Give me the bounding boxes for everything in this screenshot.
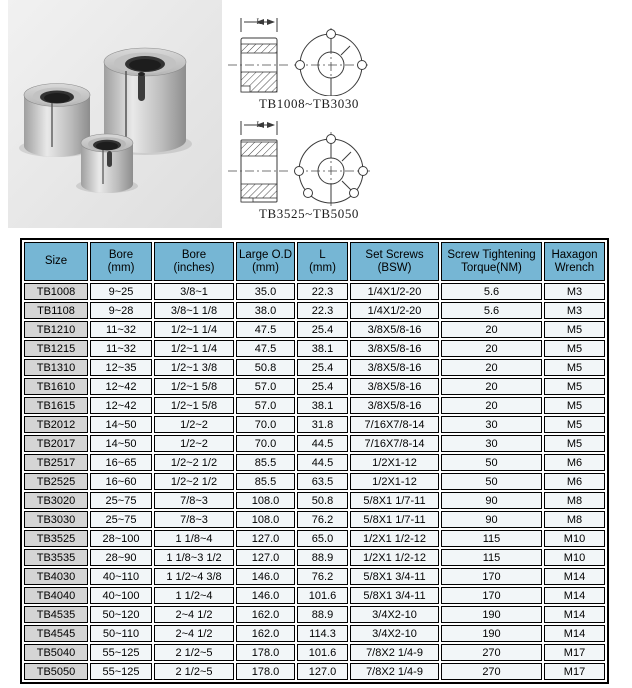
table-cell: 50.8 — [297, 492, 348, 509]
table-cell: 25~75 — [90, 511, 152, 528]
table-cell: 2 1/2~5 — [154, 644, 234, 661]
product-photo — [8, 0, 222, 228]
table-row — [24, 625, 605, 642]
table-cell: M14 — [544, 568, 605, 585]
size-cell: TB4535 — [24, 606, 88, 623]
table-cell: 1/2~1 5/8 — [154, 378, 234, 395]
table-cell: 50~110 — [90, 625, 152, 642]
table-cell: 178.0 — [236, 644, 295, 661]
table-cell: 55~125 — [90, 644, 152, 661]
technical-drawings — [224, 12, 414, 224]
column-header: Screw Tightening Torque(NM) — [441, 242, 542, 281]
table-cell: 25~75 — [90, 492, 152, 509]
table-cell: 90 — [441, 511, 542, 528]
table-row — [24, 302, 605, 319]
table-cell: 115 — [441, 549, 542, 566]
table-cell: 14~50 — [90, 416, 152, 433]
table-cell: 127.0 — [236, 549, 295, 566]
table-cell: 1/2~2 — [154, 435, 234, 452]
table-row — [24, 378, 605, 395]
table-cell: 22.3 — [297, 302, 348, 319]
size-cell: TB3535 — [24, 549, 88, 566]
table-cell: 76.2 — [297, 568, 348, 585]
dimension-label: L — [256, 17, 262, 26]
table-cell: 88.9 — [297, 606, 348, 623]
table-cell: 146.0 — [236, 587, 295, 604]
size-cell: TB4030 — [24, 568, 88, 585]
table-cell: 20 — [441, 321, 542, 338]
table-cell: 40~110 — [90, 568, 152, 585]
table-cell: 28~90 — [90, 549, 152, 566]
column-header: Large O.D (mm) — [236, 242, 295, 281]
table-cell: 1/2~2 — [154, 416, 234, 433]
table-cell: 1/2~2 1/2 — [154, 473, 234, 490]
table-row — [24, 473, 605, 490]
table-cell: 1/4X1/2-20 — [350, 302, 439, 319]
table-cell: 1/2~2 1/2 — [154, 454, 234, 471]
table-cell: 108.0 — [236, 492, 295, 509]
table-cell: 3/8X5/8-16 — [350, 321, 439, 338]
table-cell: 20 — [441, 340, 542, 357]
table-cell: 101.6 — [297, 587, 348, 604]
size-cell: TB1215 — [24, 340, 88, 357]
size-cell: TB3030 — [24, 511, 88, 528]
table-cell: 38.1 — [297, 397, 348, 414]
table-row — [24, 663, 605, 680]
table-cell: 1 1/8~4 — [154, 530, 234, 547]
table-cell: 11~32 — [90, 340, 152, 357]
size-cell: TB2525 — [24, 473, 88, 490]
table-cell: 270 — [441, 663, 542, 680]
table-row — [24, 492, 605, 509]
table-cell: 47.5 — [236, 321, 295, 338]
table-cell: M5 — [544, 416, 605, 433]
table-cell: 2~4 1/2 — [154, 606, 234, 623]
table-cell: 1/2X1 1/2-12 — [350, 549, 439, 566]
table-cell: M5 — [544, 321, 605, 338]
table-row — [24, 530, 605, 547]
table-row — [24, 416, 605, 433]
table-cell: 190 — [441, 606, 542, 623]
table-row — [24, 549, 605, 566]
column-header: Set Screws (BSW) — [350, 242, 439, 281]
table-cell: 270 — [441, 644, 542, 661]
table-cell: 101.6 — [297, 644, 348, 661]
table-cell: M5 — [544, 378, 605, 395]
table-cell: 16~60 — [90, 473, 152, 490]
table-cell: 1/2~1 1/4 — [154, 321, 234, 338]
table-row — [24, 587, 605, 604]
table-cell: 50 — [441, 473, 542, 490]
table-cell: 25.4 — [297, 359, 348, 376]
table-cell: 3/8~1 1/8 — [154, 302, 234, 319]
table-cell: 3/8~1 — [154, 283, 234, 300]
table-cell: 7/8~3 — [154, 492, 234, 509]
table-row — [24, 606, 605, 623]
column-header: Bore (mm) — [90, 242, 152, 281]
table-cell: M3 — [544, 283, 605, 300]
size-cell: TB3020 — [24, 492, 88, 509]
size-cell: TB2012 — [24, 416, 88, 433]
table-row — [24, 644, 605, 661]
table-cell: 1/2X1-12 — [350, 454, 439, 471]
drawing-range-label: TB3525~TB5050 — [258, 206, 360, 221]
taper-bush-photo-image — [8, 0, 222, 228]
table-cell: 115 — [441, 530, 542, 547]
table-cell: 47.5 — [236, 340, 295, 357]
table-cell: 170 — [441, 568, 542, 585]
table-cell: 1 1/2~4 3/8 — [154, 568, 234, 585]
table-cell: M5 — [544, 435, 605, 452]
table-cell: 9~25 — [90, 283, 152, 300]
table-cell: 14~50 — [90, 435, 152, 452]
table-cell: 108.0 — [236, 511, 295, 528]
table-cell: 85.5 — [236, 473, 295, 490]
table-row — [24, 511, 605, 528]
table-cell: 162.0 — [236, 606, 295, 623]
table-cell: 25.4 — [297, 321, 348, 338]
table-cell: 22.3 — [297, 283, 348, 300]
table-cell: 76.2 — [297, 511, 348, 528]
table-row — [24, 568, 605, 585]
size-cell: TB2517 — [24, 454, 88, 471]
table-cell: 2~4 1/2 — [154, 625, 234, 642]
table-cell: 3/4X2-10 — [350, 606, 439, 623]
column-header: Bore (inches) — [154, 242, 234, 281]
size-cell: TB1008 — [24, 283, 88, 300]
spec-table-body — [24, 283, 605, 680]
table-cell: M14 — [544, 587, 605, 604]
table-row — [24, 454, 605, 471]
table-row — [24, 321, 605, 338]
table-cell: 5/8X1 1/7-11 — [350, 511, 439, 528]
table-cell: 63.5 — [297, 473, 348, 490]
table-cell: 5/8X1 1/7-11 — [350, 492, 439, 509]
table-cell: 127.0 — [236, 530, 295, 547]
table-cell: 30 — [441, 435, 542, 452]
table-cell: M6 — [544, 473, 605, 490]
table-cell: 11~32 — [90, 321, 152, 338]
table-cell: 7/8X2 1/4-9 — [350, 644, 439, 661]
table-cell: 57.0 — [236, 397, 295, 414]
table-cell: 20 — [441, 359, 542, 376]
table-cell: 35.0 — [236, 283, 295, 300]
table-cell: 20 — [441, 378, 542, 395]
table-cell: M8 — [544, 511, 605, 528]
table-cell: 9~28 — [90, 302, 152, 319]
table-cell: 3/8X5/8-16 — [350, 359, 439, 376]
table-cell: 50 — [441, 454, 542, 471]
table-cell: M14 — [544, 625, 605, 642]
table-cell: 12~42 — [90, 378, 152, 395]
drawing-tb1008-tb3030 — [224, 12, 404, 96]
table-cell: M14 — [544, 606, 605, 623]
table-cell: M5 — [544, 397, 605, 414]
drawing-range-label: TB1008~TB3030 — [258, 96, 360, 111]
table-cell: 114.3 — [297, 625, 348, 642]
table-cell: 190 — [441, 625, 542, 642]
table-cell: 30 — [441, 416, 542, 433]
table-cell: M17 — [544, 644, 605, 661]
table-cell: 127.0 — [297, 663, 348, 680]
table-cell: 3/4X2-10 — [350, 625, 439, 642]
table-cell: 85.5 — [236, 454, 295, 471]
table-cell: 55~125 — [90, 663, 152, 680]
table-cell: 44.5 — [297, 435, 348, 452]
table-cell: M5 — [544, 340, 605, 357]
table-cell: 146.0 — [236, 568, 295, 585]
table-cell: 5/8X1 3/4-11 — [350, 587, 439, 604]
table-cell: 90 — [441, 492, 542, 509]
table-cell: 31.8 — [297, 416, 348, 433]
size-cell: TB1210 — [24, 321, 88, 338]
table-cell: 28~100 — [90, 530, 152, 547]
table-cell: 12~35 — [90, 359, 152, 376]
dimension-label: L — [256, 120, 262, 129]
table-cell: 3/8X5/8-16 — [350, 397, 439, 414]
table-cell: 44.5 — [297, 454, 348, 471]
table-cell: 1/2X1 1/2-12 — [350, 530, 439, 547]
table-cell: 7/16X7/8-14 — [350, 416, 439, 433]
table-cell: 5.6 — [441, 283, 542, 300]
size-cell: TB1310 — [24, 359, 88, 376]
size-cell: TB5040 — [24, 644, 88, 661]
column-header: Size — [24, 242, 88, 281]
table-cell: 1/2X1-12 — [350, 473, 439, 490]
table-cell: 7/16X7/8-14 — [350, 435, 439, 452]
table-row — [24, 359, 605, 376]
table-cell: M17 — [544, 663, 605, 680]
size-cell: TB4545 — [24, 625, 88, 642]
table-cell: 12~42 — [90, 397, 152, 414]
table-cell: 5/8X1 3/4-11 — [350, 568, 439, 585]
table-cell: 3/8X5/8-16 — [350, 340, 439, 357]
table-cell: 65.0 — [297, 530, 348, 547]
size-cell: TB1108 — [24, 302, 88, 319]
table-cell: 20 — [441, 397, 542, 414]
table-cell: 7/8~3 — [154, 511, 234, 528]
drawing-tb3525-tb5050 — [224, 116, 404, 206]
table-cell: 16~65 — [90, 454, 152, 471]
column-header: Haxagon Wrench — [544, 242, 605, 281]
table-cell: M10 — [544, 549, 605, 566]
table-cell: 38.0 — [236, 302, 295, 319]
table-cell: 1/2~1 5/8 — [154, 397, 234, 414]
table-cell: 178.0 — [236, 663, 295, 680]
size-cell: TB5050 — [24, 663, 88, 680]
table-row — [24, 435, 605, 452]
table-cell: 1/2~1 1/4 — [154, 340, 234, 357]
table-cell: 1/2~1 3/8 — [154, 359, 234, 376]
size-cell: TB4040 — [24, 587, 88, 604]
table-cell: 1 1/2~4 — [154, 587, 234, 604]
table-cell: M10 — [544, 530, 605, 547]
table-cell: 25.4 — [297, 378, 348, 395]
size-cell: TB1610 — [24, 378, 88, 395]
table-row — [24, 397, 605, 414]
table-cell: 162.0 — [236, 625, 295, 642]
table-row — [24, 283, 605, 300]
table-cell: 38.1 — [297, 340, 348, 357]
table-cell: 170 — [441, 587, 542, 604]
table-cell: M6 — [544, 454, 605, 471]
size-cell: TB3525 — [24, 530, 88, 547]
table-row — [24, 340, 605, 357]
table-cell: 40~100 — [90, 587, 152, 604]
table-cell: 88.9 — [297, 549, 348, 566]
table-cell: 57.0 — [236, 378, 295, 395]
size-cell: TB1615 — [24, 397, 88, 414]
table-cell: 70.0 — [236, 435, 295, 452]
header-row — [24, 242, 605, 281]
size-cell: TB2017 — [24, 435, 88, 452]
column-header: L (mm) — [297, 242, 348, 281]
table-cell: 3/8X5/8-16 — [350, 378, 439, 395]
spec-table — [20, 238, 609, 684]
table-cell: M3 — [544, 302, 605, 319]
table-cell: M5 — [544, 359, 605, 376]
table-cell: 7/8X2 1/4-9 — [350, 663, 439, 680]
table-cell: 5.6 — [441, 302, 542, 319]
table-cell: M8 — [544, 492, 605, 509]
table-cell: 70.0 — [236, 416, 295, 433]
table-cell: 1/4X1/2-20 — [350, 283, 439, 300]
table-cell: 50~120 — [90, 606, 152, 623]
table-cell: 2 1/2~5 — [154, 663, 234, 680]
table-cell: 1 1/8~3 1/2 — [154, 549, 234, 566]
table-cell: 50.8 — [236, 359, 295, 376]
